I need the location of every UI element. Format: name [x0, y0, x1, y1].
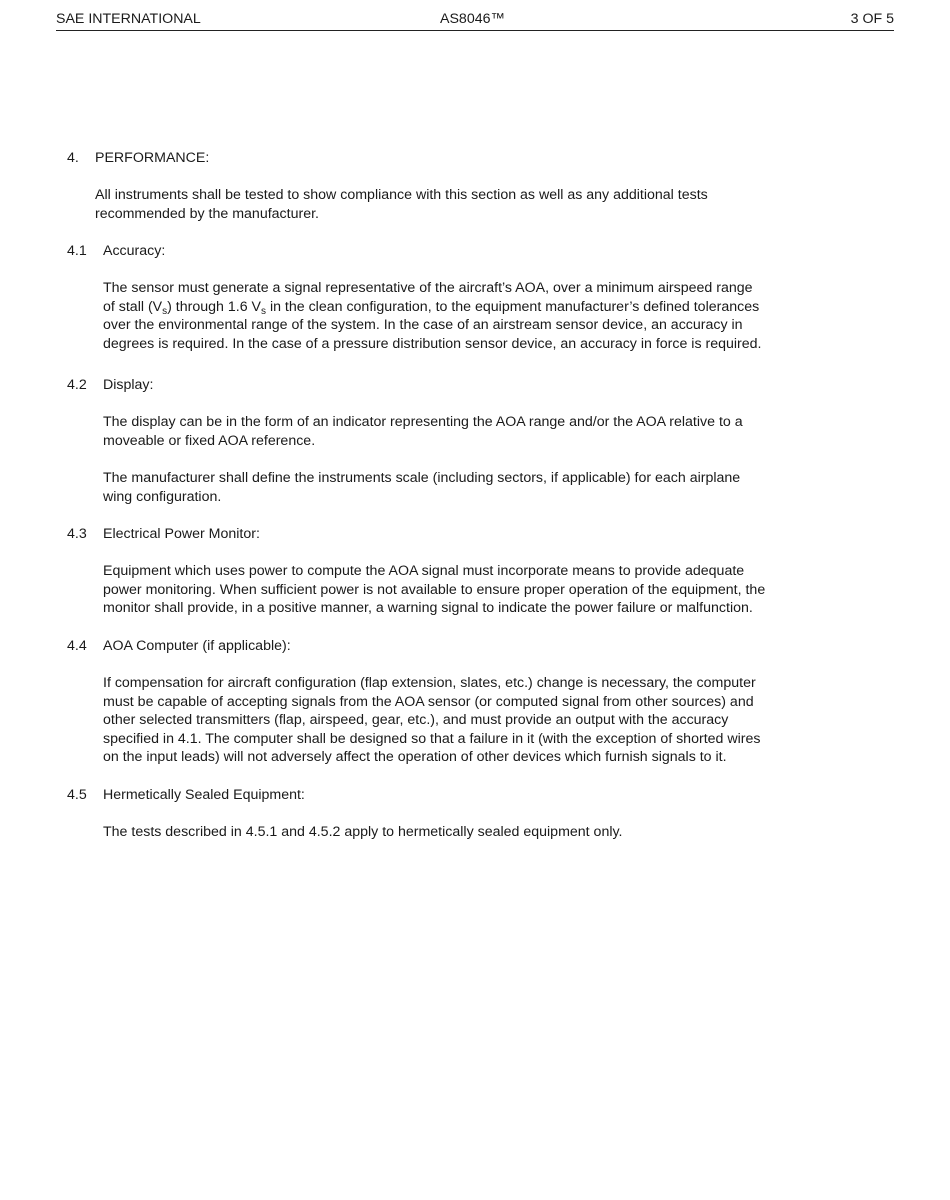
subscript: s — [162, 305, 168, 317]
section-number: 4.5 — [67, 787, 87, 803]
text-line: must be capable of accepting signals from the AOA sensor (or computed signal from other sources) and — [103, 693, 754, 710]
header-document-number: AS8046™ — [440, 11, 505, 27]
section-4-4-paragraph — [103, 674, 833, 767]
section-4-2-heading — [67, 376, 154, 394]
section-number: 4.2 — [67, 377, 87, 393]
section-4-1-paragraph — [103, 279, 833, 353]
text-run: ) through 1.6 V — [167, 298, 261, 315]
section-4-3-paragraph — [103, 562, 833, 618]
section-4-2-paragraph-2 — [103, 469, 833, 506]
section-number: 4. — [67, 150, 79, 166]
section-4-4-heading — [67, 637, 291, 655]
text-line: All instruments shall be tested to show compliance with this section as well as any additional tests — [95, 187, 708, 203]
text-line: moveable or fixed AOA reference. — [103, 432, 316, 449]
section-title: Accuracy: — [103, 243, 166, 259]
text-line-with-subscripts — [103, 298, 833, 317]
text-line: recommended by the manufacturer. — [95, 205, 319, 222]
text-line: power monitoring. When sufficient power is not available to ensure proper operation of the equipment, the — [103, 581, 766, 598]
section-4-1-heading — [67, 242, 166, 260]
section-title: PERFORMANCE: — [95, 150, 210, 166]
text-line: wing configuration. — [103, 488, 222, 505]
text-line: monitor shall provide, in a positive manner, a warning signal to indicate the power failure or malfunction. — [103, 600, 753, 617]
section-title: Electrical Power Monitor: — [103, 526, 260, 542]
text-line: The tests described in 4.5.1 and 4.5.2 apply to hermetically sealed equipment only. — [103, 824, 623, 840]
header-organization: SAE INTERNATIONAL — [56, 11, 201, 27]
section-number: 4.1 — [67, 243, 87, 259]
text-line: The manufacturer shall define the instruments scale (including sectors, if applicable) for each airplane — [103, 470, 741, 486]
text-line: over the environmental range of the system. In the case of an airstream sensor device, an accuracy in — [103, 317, 743, 334]
section-title: AOA Computer (if applicable): — [103, 638, 291, 654]
section-4-heading — [67, 149, 210, 167]
subscript: s — [261, 305, 266, 317]
section-4-paragraph — [95, 186, 825, 223]
text-run: of stall (V — [103, 298, 163, 315]
section-4-5-paragraph — [103, 823, 833, 842]
section-number: 4.3 — [67, 526, 87, 542]
section-4-5-heading — [67, 786, 305, 804]
header-page-number: 3 OF 5 — [850, 11, 894, 27]
section-number: 4.4 — [67, 638, 87, 654]
text-line: degrees is required. In the case of a pressure distribution sensor device, an accuracy in force is required. — [103, 335, 762, 352]
section-title: Hermetically Sealed Equipment: — [103, 787, 305, 803]
text-line: Equipment which uses power to compute the AOA signal must incorporate means to provide adequate — [103, 563, 745, 579]
text-line: specified in 4.1. The computer shall be designed so that a failure in it (with the exception of shorted wires — [103, 730, 761, 747]
section-title: Display: — [103, 377, 154, 393]
section-4-2-paragraph-1 — [103, 413, 833, 450]
section-4-3-heading — [67, 525, 260, 543]
text-line: on the input leads) will not adversely affect the operation of other devices which furnish signals to it. — [103, 749, 727, 766]
text-line: The display can be in the form of an indicator representing the AOA range and/or the AOA relative to a — [103, 414, 743, 430]
text-line: If compensation for aircraft configuration (flap extension, slates, etc.) change is necessary, the computer — [103, 675, 756, 691]
text-line: other selected transmitters (flap, airspeed, gear, etc.), and must provide an output with the accuracy — [103, 712, 729, 729]
page-header — [56, 10, 894, 31]
text-line: The sensor must generate a signal representative of the aircraft’s AOA, over a minimum airspeed range — [103, 280, 753, 296]
text-run: in the clean configuration, to the equipment manufacturer’s defined tolerances — [266, 298, 760, 315]
